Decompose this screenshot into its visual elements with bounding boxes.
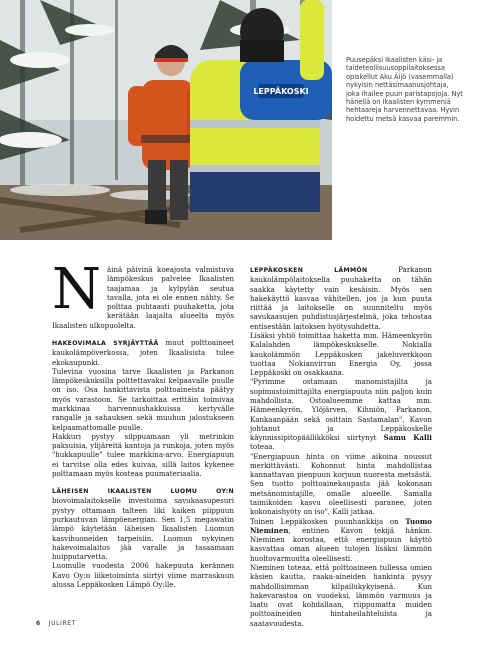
article-column-right — [250, 265, 432, 628]
person-name: Tuomo Nieminen — [250, 516, 432, 535]
paragraph: LEPPÄKOSKEN LÄMMÖN Parkanon kaukolämpölaitoksella puuhaketta on tähän saakka käytetty vain kesäisin. Myös sen hakekäyttö kasvaa vähitellen, jos ja kun puuta riittää ja laitokselle on suunniteltu myös savukaasujen puhdistusjärjestelmä, joka tehostaa entisestään laitoksen hyötysuhdetta. — [250, 265, 432, 331]
person-name: Samu Kalli — [383, 433, 432, 443]
paragraph-lead: LEPPÄKOSKEN LÄMMÖN — [250, 267, 368, 274]
paragraph: "Pyrimme ostamaan manomistajilta ja sopimustoimittajilta energiapuuta niin paljon kuin mahdollista. Ostoalueemme kattaa mm. Hämeenkyrön, Ylöjärven, Kihniön, Parkanon, Kankaanpään sekä osittain Sastamalan", Kavon johtanut ja Leppäkoskelle käynnissipitopäällikköksi siirtynyt Samu Kalli toteaa. — [250, 377, 432, 452]
paragraph: Tulevina vuosina tarve Ikaalisten ja Parkanon lämpökeskuksilla polttettavaksi kelpaavalle puulle on iso. Osa hankittavista polttoaineista päätyy myös varastoon. Se tarkoittaa erittäin toimivaa markkinaa harvennushakkuissa kertyvälle rangalle ja sahauksen sekä muuhun jalostukseen kelpaamattomalle puulle. — [52, 366, 234, 432]
paragraph: Luomulle vuodesta 2006 hakepuuta kerännen Kavo Oy:n liiketoiminta siirtyi viime marraskuun alussa Leppäkosken Lämpö Oy:lle. — [52, 561, 234, 589]
paragraph: "Energiapuun hinta on viime aikoina noussut merkittävästi. Kohonnut hinta mahdollistaa kannattavan pienpuun korjuun nuoresta metsästä. Sen tuotto polttoainekaupasta jää kokonaan metsänomistajille, omalle alueelle. Samalla taimikoiden kasvu oleellisesti paranee, joten kokonaishyöty on iso", Kalli jatkaa. — [250, 451, 432, 517]
paragraph: Toinen Leppäkosken puunhankkija on Tuomo Nieminen, entinen Kavon tekijä hänkin. Nieminen korostaa, että energiapuun käyttö kasvattaa oman alueen tulojen lisäksi lämmön huoltovarmuutta oleellisesti. — [250, 516, 432, 563]
article-column-left — [52, 257, 234, 589]
paragraph-lead: LÄHEISEN IKAALISTEN LUOMU OY:N — [52, 488, 234, 496]
jacket-logo: LEPPÄKOSKI — [253, 87, 309, 96]
page-footer — [36, 620, 76, 627]
page-number: 6 — [36, 620, 41, 627]
drop-cap: N — [52, 257, 101, 322]
paragraph: Lisäksi yhtiö toimittaa haketta mm. Hämeenkyrön Kalalahden lämpökeskukselle. Nokialla kaukolämmön Leppäkosken jakeluverkkoon tuottaa Nokianvirran Energia Oy, jossa Leppäkoski on osakkaana. — [250, 330, 432, 378]
article-photo — [0, 0, 332, 240]
paragraph-lead: HAKEOVIMALA SYRJÄYTTÄÄ — [52, 339, 159, 347]
photo-caption: Puusepäksi Ikaalisten käsi- ja taideteollisuusoppilaitoksessa opiskellut Aku Äijö (vasemmalla) nykyisin nettäsimaanusjohtaja, joka ihailee puun paristapojoja. Nyt hänellä on Ikaalisten kymmeniä hehtaareja harvennettavaa. Hyvin hoidettu metsä kasvaa paremmin. — [346, 56, 463, 123]
paragraph: HAKEOVIMALA SYRJÄYTTÄÄ muut polttoaineet kaukolämpöverkossa, joten Ikaalisista tulee ekokaupunki. — [52, 337, 234, 367]
forest-scene-illustration — [0, 0, 332, 240]
magazine-name: JULIRET — [48, 620, 76, 627]
intro-paragraph: Näinä päivinä koeajosta valmistuva lämpökeskus palvelee Ikaalisten taajamaa ja kylpylän seutua tavalla, jota ei ole ennen nähty. Se polttaa puhtaasti puuhaketta, jota kerätään laajalta alueelta myös Ikaalisten ulkopuolelta. — [52, 257, 234, 330]
paragraph: Nieminen toteaa, että polttoaineen tullessa omien käsien kautta, raaka-aineiden hankinta pysyy mahdollisimman kilpailukykyisenä. Kun hakevarastoa on vuodeksi, lämmön varmuus ja laatu ovat kohdallaan, riippumatta muiden polttoaineiden hintaheilahteluista ja saatavuudesta. — [250, 563, 432, 628]
paragraph: Hakkuri pystyy silppuamaan yli metrinkin paksuisia, ylijäreitä kantoja ja runkoja, joten myös "hukkapuulle" tulee markkina-arvo. Energiapuun ei tarvitse olla edes kuivaa, sillä laitos kykenee polttamaan myös kosteaa puumateriaalia. — [52, 431, 234, 478]
paragraph: LÄHEISEN IKAALISTEN LUOMU OY:N biovoimalaitokselle investoima savukaasupesuri pystyy ottamaan talteen liki kaiken piippuun purkautuvan lämpöenergian. Sen 1,5 megawatin lämpö käytetään läheisen Ikaalisten Luomun kasvihuoneiden tarpeisiin. Luomun nykyinen hakevoimalaitos jää varalle ja tasaamaan huipputarvetta. — [52, 488, 234, 562]
